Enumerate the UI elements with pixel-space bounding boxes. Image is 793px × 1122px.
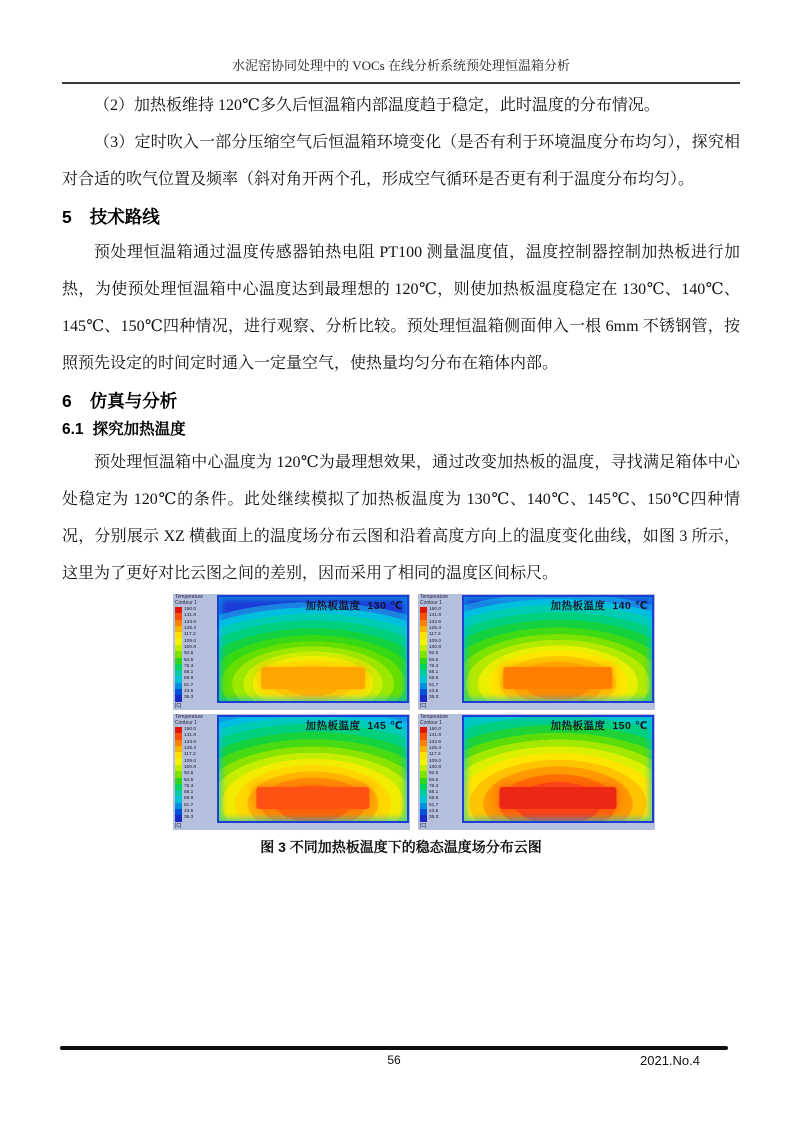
legend-value: 35.3 bbox=[429, 815, 439, 821]
legend-value: 109.0 bbox=[184, 758, 197, 764]
contour-legend bbox=[418, 714, 462, 830]
legend-title-line2: Contour 1 bbox=[420, 719, 442, 726]
legend-value: 133.6 bbox=[184, 619, 197, 625]
legend-value: 100.8 bbox=[184, 644, 197, 650]
section-6-number: 6 bbox=[62, 391, 72, 411]
section-6-title: 仿真与分析 bbox=[89, 391, 178, 411]
paragraph-tech-route: 预处理恒温箱通过温度传感器铂热电阻 PT100 测量温度值，温度控制器控制加热板进行加热，为使预处理恒温箱中心温度达到最理想的 120℃，则使加热板温度稳定在 130℃、140℃、145℃、150℃四种情况，进行观察、分析比较。预处理恒温箱侧面伸入一根 6mm 不锈钢管，按照预先设定的时间定时通入一定量空气，使热量均匀分布在箱体内部。 bbox=[62, 244, 740, 372]
legend-value: 43.5 bbox=[429, 809, 439, 815]
heater-plate bbox=[499, 787, 616, 809]
legend-value: 92.6 bbox=[429, 651, 439, 657]
legend-title-line2: Contour 1 bbox=[420, 599, 442, 606]
legend-unit: [C] bbox=[175, 703, 182, 709]
journal-issue: 2021.No.4 bbox=[640, 1053, 700, 1068]
legend-entry bbox=[175, 695, 216, 701]
legend-value: 100.8 bbox=[184, 764, 197, 770]
section-5-heading bbox=[62, 204, 740, 230]
legend-value: 109.0 bbox=[429, 758, 442, 764]
contour-legend bbox=[418, 594, 462, 710]
contour-plot bbox=[217, 595, 409, 703]
legend-value: 150.0 bbox=[184, 607, 197, 613]
legend-value: 59.9 bbox=[184, 796, 194, 802]
legend-value: 68.1 bbox=[184, 670, 194, 676]
page-header bbox=[62, 0, 740, 84]
paragraph-item-3: （3）定时吹入一部分压缩空气后恒温箱环境变化（是否有利于环境温度分布均匀），探究相对合适的吹气位置及频率（斜对角开两个孔，形成空气循环是否更有利于温度分布均匀）。 bbox=[62, 134, 740, 188]
paragraph-item-2: （2）加热板维持 120℃多久后恒温箱内部温度趋于稳定，此时温度的分布情况。 bbox=[94, 97, 660, 114]
legend-value: 150.0 bbox=[429, 727, 442, 733]
section-6-1-title: 探究加热温度 bbox=[92, 421, 186, 438]
legend-value: 59.9 bbox=[429, 676, 439, 682]
contour-legend bbox=[173, 714, 217, 830]
legend-value: 43.5 bbox=[184, 809, 194, 815]
legend-value: 76.3 bbox=[184, 663, 194, 669]
legend-value: 68.1 bbox=[429, 670, 439, 676]
legend-title-line1: Temperature bbox=[175, 594, 204, 600]
heater-plate bbox=[503, 667, 612, 689]
legend-value: 51.7 bbox=[429, 802, 439, 808]
section-5-title: 技术路线 bbox=[89, 207, 160, 227]
contour-panel-150 bbox=[418, 714, 655, 830]
section-6-1-number: 6.1 bbox=[62, 421, 84, 438]
legend-rows bbox=[175, 727, 216, 821]
heater-plate bbox=[261, 667, 365, 689]
header-rule bbox=[62, 82, 740, 84]
legend-swatch bbox=[175, 695, 182, 701]
footer-rule bbox=[60, 1046, 728, 1050]
legend-value: 117.2 bbox=[184, 752, 196, 758]
legend-entry bbox=[420, 815, 461, 821]
legend-value: 59.9 bbox=[184, 676, 194, 682]
legend-value: 141.8 bbox=[429, 733, 442, 739]
panel-title: 加热板温度 140 ℃ bbox=[550, 600, 648, 612]
section-6-heading bbox=[62, 388, 740, 414]
legend-value: 92.6 bbox=[184, 651, 194, 657]
legend-value: 35.3 bbox=[429, 695, 439, 701]
panel-title: 加热板温度 150 ℃ bbox=[550, 720, 648, 732]
contour-plot bbox=[217, 715, 409, 823]
legend-unit: [C] bbox=[175, 823, 182, 829]
legend-value: 133.6 bbox=[184, 739, 197, 745]
legend-entry bbox=[420, 695, 461, 701]
legend-title-line1: Temperature bbox=[420, 714, 449, 720]
contour-panel-140 bbox=[418, 594, 655, 710]
legend-rows bbox=[420, 607, 461, 701]
legend-title-line1: Temperature bbox=[420, 594, 449, 600]
legend-value: 133.6 bbox=[429, 619, 442, 625]
legend-value: 84.5 bbox=[429, 777, 439, 783]
contour-panel-145 bbox=[173, 714, 410, 830]
legend-rows bbox=[420, 727, 461, 821]
legend-value: 84.5 bbox=[184, 777, 194, 783]
legend-value: 141.8 bbox=[184, 733, 197, 739]
legend-unit: [C] bbox=[420, 823, 427, 829]
running-title: 水泥窑协同处理中的 VOCs 在线分析系统预处理恒温箱分析 bbox=[231, 58, 570, 73]
footer-row bbox=[60, 1053, 728, 1069]
legend-value: 125.4 bbox=[184, 746, 197, 752]
section-5-number: 5 bbox=[62, 207, 72, 227]
legend-value: 68.1 bbox=[184, 790, 194, 796]
legend-value: 109.0 bbox=[429, 638, 442, 644]
legend-value: 35.3 bbox=[184, 815, 194, 821]
legend-value: 43.5 bbox=[429, 689, 439, 695]
legend-swatch bbox=[175, 815, 182, 821]
legend-value: 125.4 bbox=[429, 746, 442, 752]
contour-plot bbox=[462, 715, 654, 823]
legend-value: 100.8 bbox=[429, 644, 442, 650]
legend-value: 51.7 bbox=[184, 682, 194, 688]
legend-value: 43.5 bbox=[184, 689, 194, 695]
legend-value: 59.9 bbox=[429, 796, 439, 802]
legend-value: 51.7 bbox=[429, 682, 439, 688]
figure-caption: 图 3 不同加热板温度下的稳态温度场分布云图 bbox=[260, 839, 542, 855]
legend-rows bbox=[175, 607, 216, 701]
page-number: 56 bbox=[387, 1053, 401, 1067]
legend-value: 84.5 bbox=[184, 657, 194, 663]
legend-title-line2: Contour 1 bbox=[175, 599, 197, 606]
contour-panel-130 bbox=[173, 594, 410, 710]
panel-title: 加热板温度 130 ℃ bbox=[305, 600, 403, 612]
legend-value: 92.6 bbox=[429, 771, 439, 777]
figure-grid bbox=[173, 594, 740, 830]
legend-value: 76.3 bbox=[429, 783, 439, 789]
contour-legend bbox=[173, 594, 217, 710]
legend-value: 76.3 bbox=[184, 783, 194, 789]
article-body bbox=[62, 87, 740, 856]
legend-value: 133.6 bbox=[429, 739, 442, 745]
legend-value: 117.2 bbox=[429, 752, 441, 758]
legend-swatch bbox=[420, 815, 427, 821]
paragraph-simulation: 预处理恒温箱中心温度为 120℃为最理想效果，通过改变加热板的温度，寻找满足箱体中心处稳定为 120℃的条件。此处继续模拟了加热板温度为 130℃、140℃、145℃、150℃四种情况，分别展示 XZ 横截面上的温度场分布云图和沿着高度方向上的温度变化曲线，如图 3 所示，这里为了更好对比云图之间的差别，因而采用了相同的温度区间标尺。 bbox=[62, 454, 740, 582]
legend-title-line1: Temperature bbox=[175, 714, 204, 720]
legend-value: 117.2 bbox=[429, 632, 441, 638]
legend-value: 117.2 bbox=[184, 632, 196, 638]
page-footer bbox=[60, 1046, 728, 1069]
legend-value: 109.0 bbox=[184, 638, 197, 644]
legend-value: 100.8 bbox=[429, 764, 442, 770]
panel-title: 加热板温度 145 ℃ bbox=[305, 720, 403, 732]
legend-value: 150.0 bbox=[184, 727, 197, 733]
legend-entry bbox=[175, 815, 216, 821]
legend-value: 51.7 bbox=[184, 802, 194, 808]
contour-plot bbox=[462, 595, 654, 703]
legend-swatch bbox=[420, 695, 427, 701]
legend-title-line2: Contour 1 bbox=[175, 719, 197, 726]
legend-value: 141.8 bbox=[429, 613, 442, 619]
legend-value: 76.3 bbox=[429, 663, 439, 669]
legend-value: 92.6 bbox=[184, 771, 194, 777]
legend-value: 68.1 bbox=[429, 790, 439, 796]
legend-value: 125.4 bbox=[184, 626, 197, 632]
legend-value: 150.0 bbox=[429, 607, 442, 613]
section-6-1-heading bbox=[62, 418, 740, 442]
legend-value: 84.5 bbox=[429, 657, 439, 663]
legend-unit: [C] bbox=[420, 703, 427, 709]
legend-value: 141.8 bbox=[184, 613, 197, 619]
legend-value: 35.3 bbox=[184, 695, 194, 701]
heater-plate bbox=[256, 787, 369, 809]
legend-value: 125.4 bbox=[429, 626, 442, 632]
